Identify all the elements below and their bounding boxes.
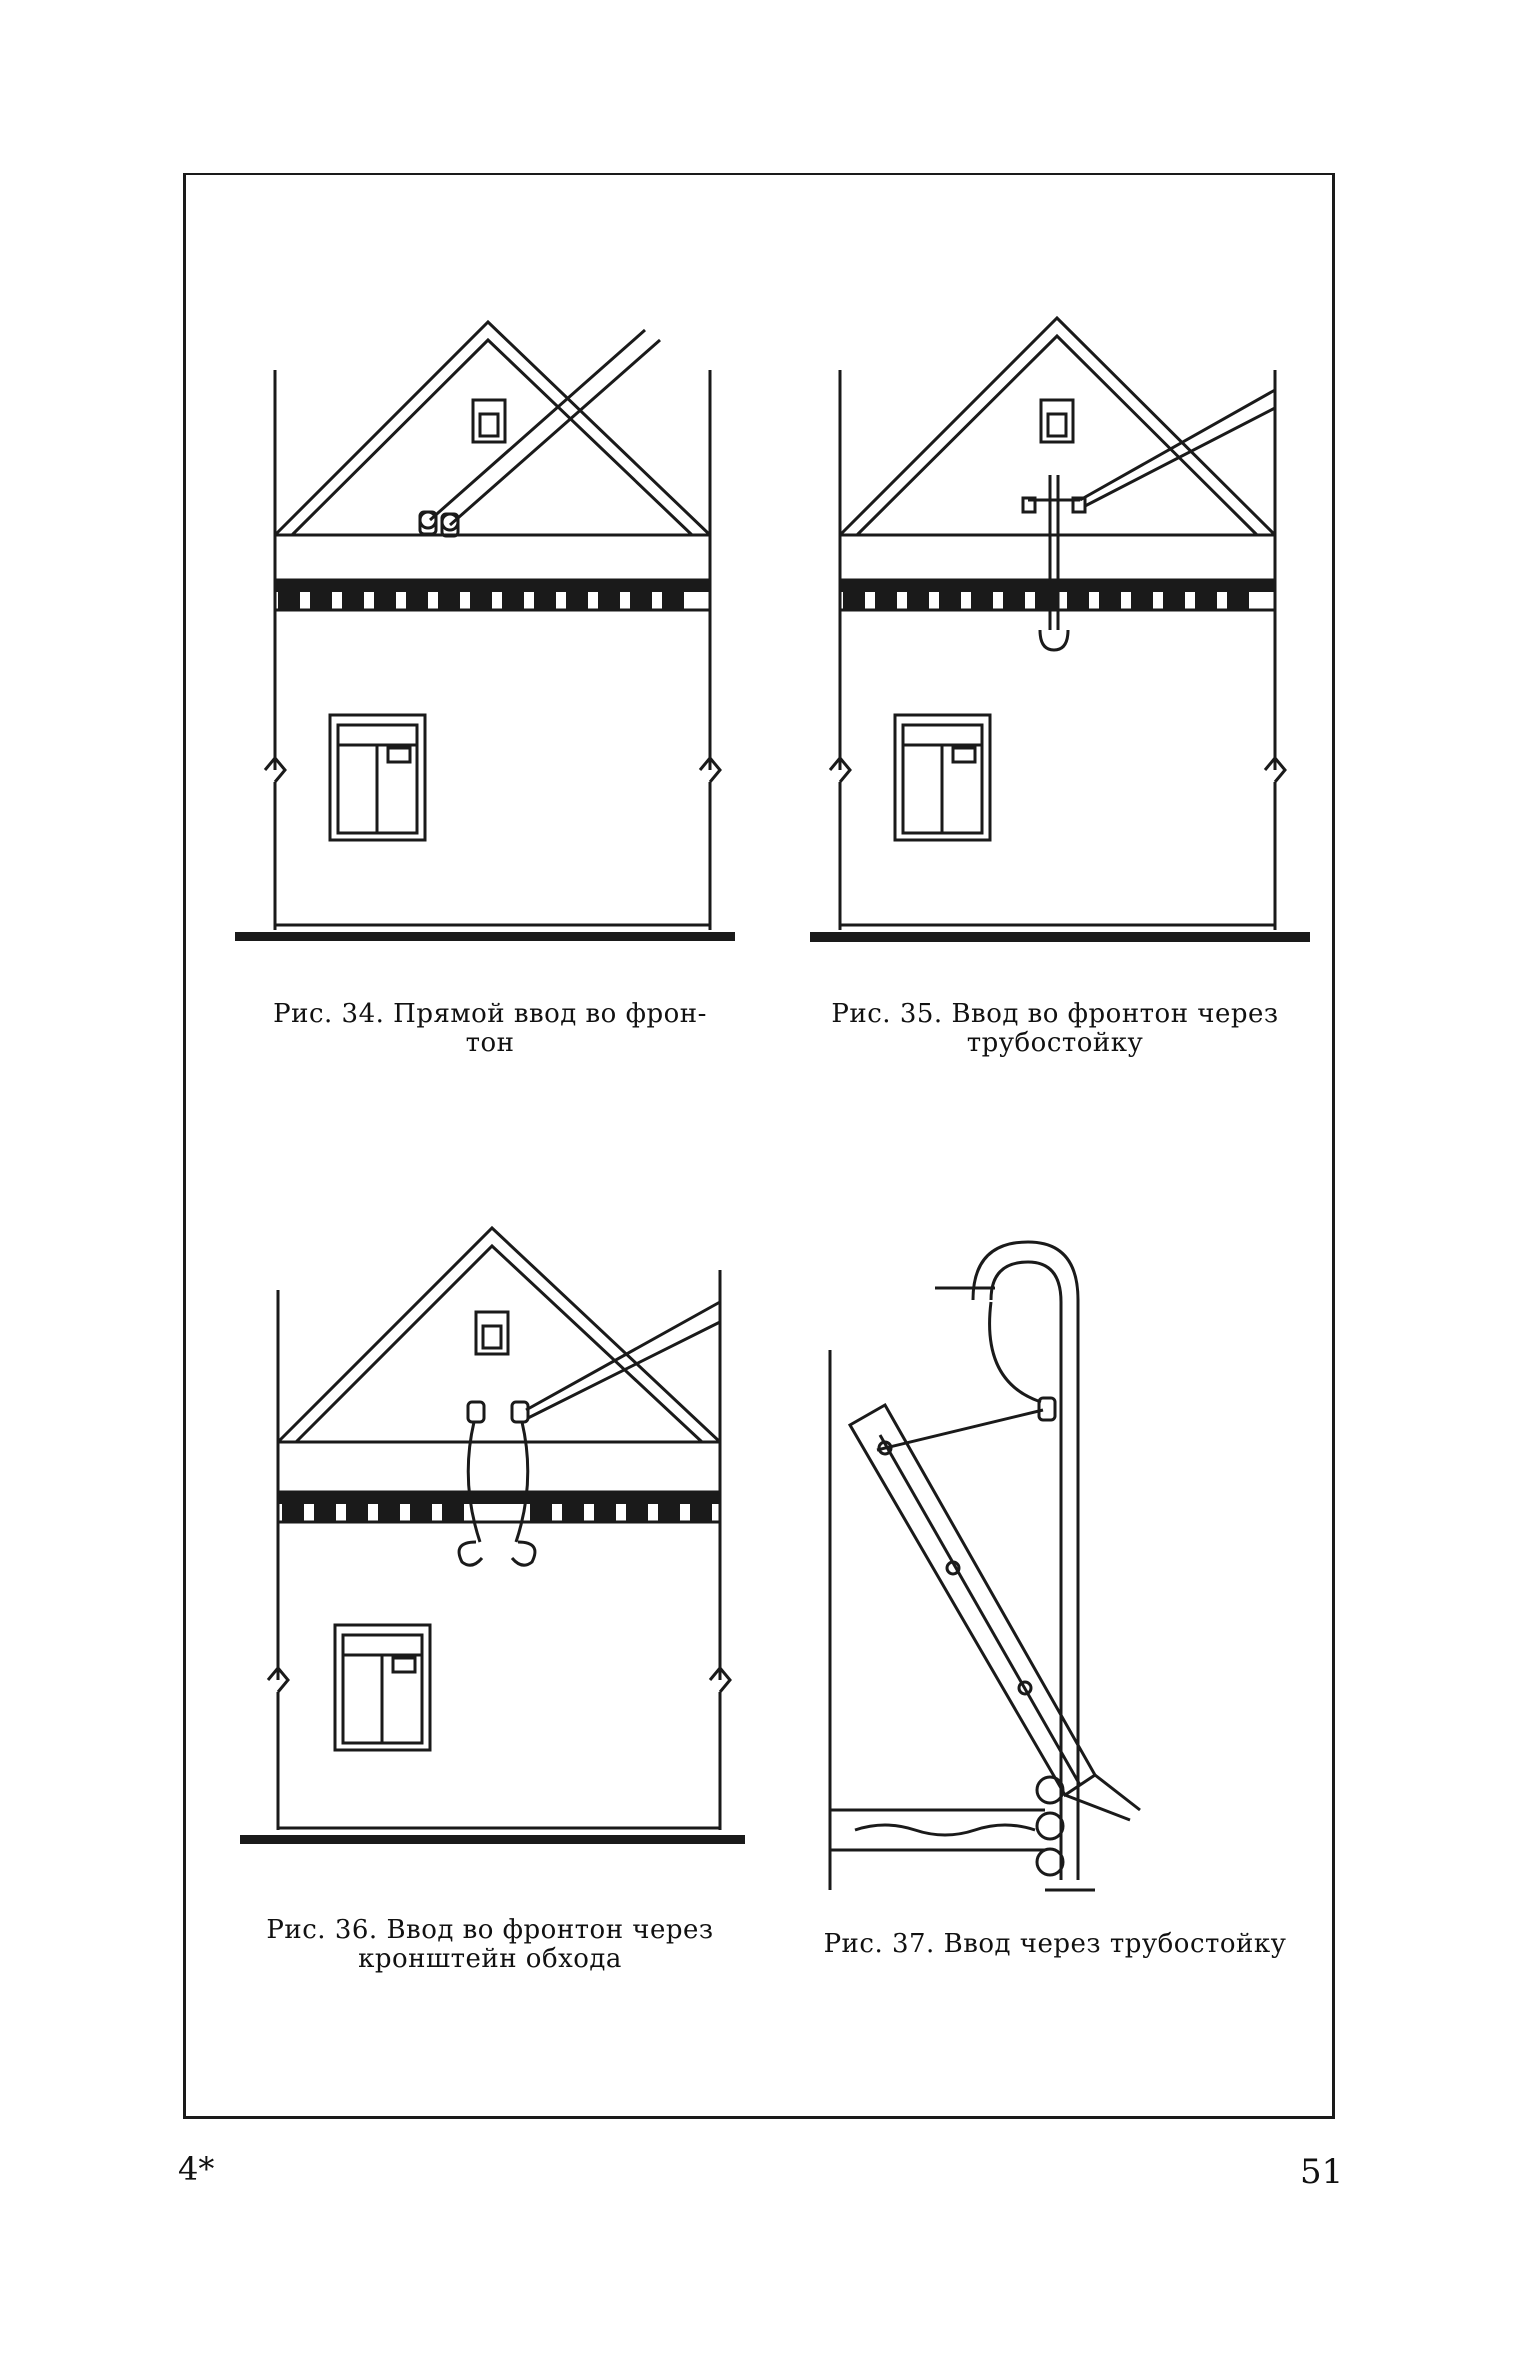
- caption-line: Рис. 37. Ввод через трубостойку: [823, 1929, 1287, 1959]
- figure-35: [795, 300, 1315, 1058]
- caption-line: Рис. 35. Ввод во фронтон через: [831, 999, 1279, 1029]
- caption-line: тон: [465, 1028, 515, 1058]
- figure-caption: [795, 1930, 1315, 1959]
- figure-caption: [795, 1000, 1315, 1058]
- page-number: 51: [1300, 2152, 1344, 2192]
- caption-line: Рис. 34. Прямой ввод во фрон-: [273, 999, 707, 1029]
- house-drawing: [230, 1210, 750, 1870]
- signature-mark: 4*: [178, 2150, 215, 2188]
- figure-caption: [230, 1916, 750, 1974]
- house-drawing: [230, 300, 750, 960]
- house-drawing: [795, 300, 1315, 960]
- caption-line: Рис. 36. Ввод во фронтон через: [266, 1915, 714, 1945]
- figure-caption: [230, 1000, 750, 1058]
- pipe-stand-drawing: [795, 1210, 1315, 1910]
- figure-36: [230, 1210, 750, 1974]
- caption-line: кронштейн обхода: [358, 1944, 622, 1974]
- figure-34: [230, 300, 750, 1058]
- figure-37: [795, 1210, 1315, 1959]
- caption-line: трубостойку: [966, 1028, 1144, 1058]
